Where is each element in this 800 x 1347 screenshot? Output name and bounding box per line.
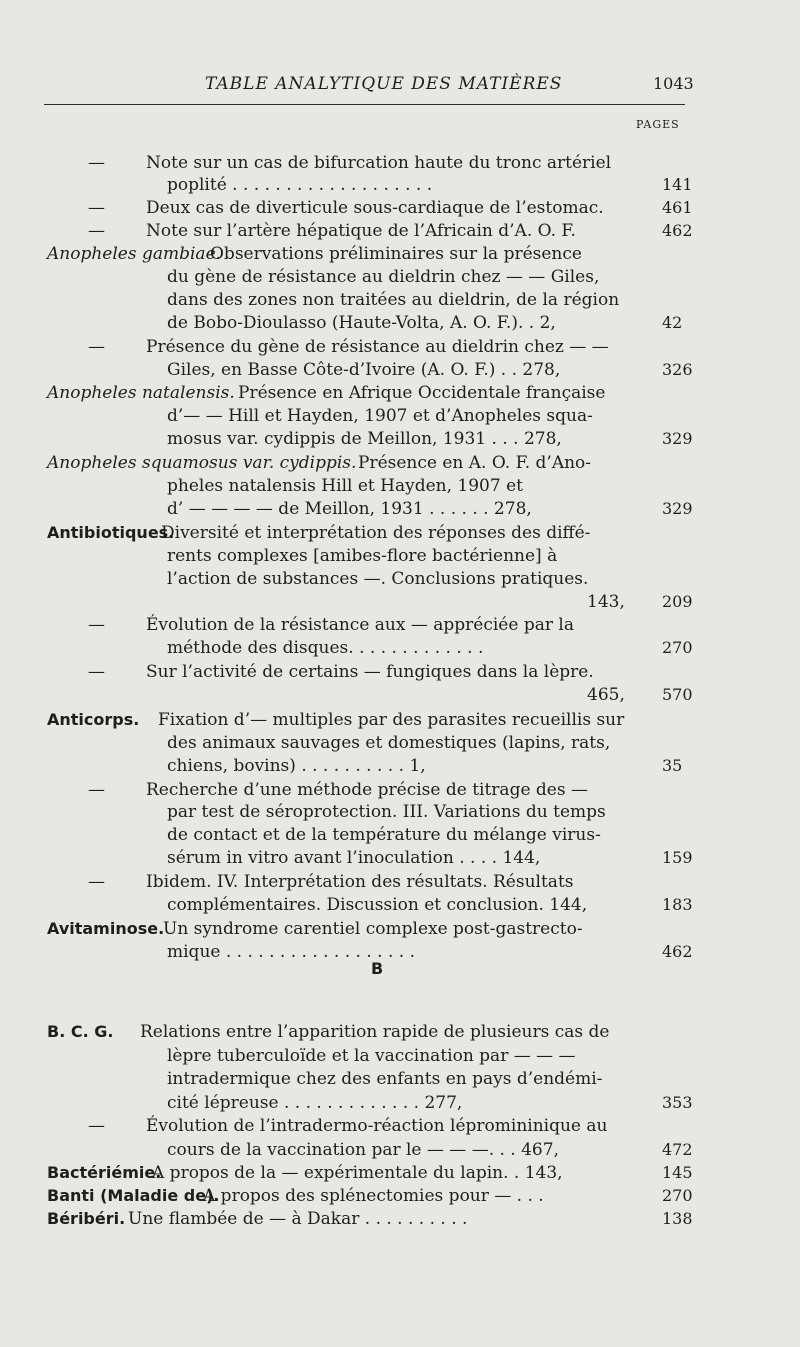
entry-text: mosus var. cydippis de Meillon, 1931 . . . 278, (167, 429, 562, 449)
entry-text: de contact et de la température du mélange virus- (167, 825, 601, 845)
index-line (0, 568, 800, 590)
entry-text: poplité . . . . . . . . . . . . . . . . . . . (167, 175, 433, 195)
page-reference: 462 (662, 942, 693, 961)
page-reference: 570 (662, 685, 693, 704)
page-reference: 183 (662, 895, 693, 914)
entry-text: Giles, en Basse Côte-d’Ivoire (A. O. F.) . . 278, (167, 360, 561, 380)
headword: Bactériémie. (47, 1163, 162, 1182)
headword: Banti (Maladie de). (47, 1186, 220, 1205)
page-reference: 329 (662, 429, 693, 448)
page-reference: 270 (662, 638, 693, 657)
entry-text: Présence du gène de résistance au dieldrin chez — — (146, 337, 609, 357)
running-header-title: TABLE ANALYTIQUE DES MATIÈRES (205, 74, 563, 94)
entry-text: méthode des disques. . . . . . . . . . . . . (167, 638, 484, 658)
index-line (0, 1139, 800, 1161)
ditto-dash: — (88, 221, 105, 241)
index-line (0, 732, 800, 754)
page-reference: 159 (662, 848, 693, 867)
index-line (0, 243, 800, 265)
index-line (0, 847, 800, 869)
entry-text: des animaux sauvages et domestiques (lapins, rats, (167, 733, 611, 753)
index-line (0, 312, 800, 334)
page-reference: 270 (662, 1186, 693, 1205)
page-reference: 326 (662, 360, 693, 379)
index-line (0, 1208, 800, 1230)
entry-text: rents complexes [amibes-flore bactérienne] à (167, 546, 558, 566)
index-line (0, 871, 800, 893)
pages-column-label: PAGES (636, 118, 680, 131)
section-letter: B (371, 959, 384, 978)
page-number: 1043 (653, 74, 694, 93)
index-line (0, 522, 800, 544)
index-line (0, 684, 800, 706)
index-line (0, 152, 800, 174)
index-line (0, 1185, 800, 1207)
entry-text: mique . . . . . . . . . . . . . . . . . . (167, 942, 415, 962)
entry-text: Note sur un cas de bifurcation haute du tronc artériel (146, 153, 612, 173)
page-reference: 35 (662, 756, 683, 775)
headword: Anopheles natalensis. (47, 383, 235, 403)
index-line (0, 197, 800, 219)
index-line (0, 709, 800, 731)
index-line (0, 918, 800, 940)
page-reference: 461 (662, 198, 693, 217)
page-reference: 472 (662, 1140, 693, 1159)
entry-text: Diversité et interprétation des réponses des diffé- (161, 523, 591, 543)
entry-text: Présence en Afrique Occidentale française (238, 383, 606, 403)
entry-text: 143, (587, 592, 625, 612)
headword: Avitaminose. (47, 919, 165, 938)
index-line (0, 637, 800, 659)
entry-text: dans des zones non traitées au dieldrin, de la région (167, 290, 620, 310)
index-line (0, 1045, 800, 1067)
entry-text: A propos des splénectomies pour — . . . (203, 1186, 544, 1206)
index-line (0, 661, 800, 683)
entry-text: cours de la vaccination par le — — —. . . 467, (167, 1140, 559, 1160)
index-line (0, 405, 800, 427)
entry-text: Relations entre l’apparition rapide de plusieurs cas de (140, 1022, 610, 1042)
headword: Anopheles gambiae. (47, 244, 222, 264)
index-line (0, 359, 800, 381)
entry-text: sérum in vitro avant l’inoculation . . . . 144, (167, 848, 541, 868)
ditto-dash: — (88, 337, 105, 357)
entry-text: Sur l’activité de certains — fungiques dans la lèpre. (146, 662, 594, 682)
entry-text: d’ — — — — de Meillon, 1931 . . . . . . 278, (167, 499, 532, 519)
entry-text: intradermique chez des enfants en pays d’endémi- (167, 1069, 603, 1089)
headword: B. C. G. (47, 1022, 114, 1041)
entry-text: pheles natalensis Hill et Hayden, 1907 et (167, 476, 523, 496)
entry-text: Deux cas de diverticule sous-cardiaque de l’estomac. (146, 198, 604, 218)
index-line (0, 545, 800, 567)
index-line (0, 382, 800, 404)
entry-text: l’action de substances —. Conclusions pratiques. (167, 569, 589, 589)
headword: Béribéri. (47, 1209, 126, 1228)
entry-text: chiens, bovins) . . . . . . . . . . 1, (167, 756, 426, 776)
entry-text: de Bobo-Dioulasso (Haute-Volta, A. O. F.). . 2, (167, 313, 556, 333)
entry-text: Une flambée de — à Dakar . . . . . . . . . . (128, 1209, 468, 1229)
index-line (0, 266, 800, 288)
ditto-dash: — (88, 198, 105, 218)
index-line (0, 289, 800, 311)
entry-text: Ibidem. IV. Interprétation des résultats. Résultats (146, 872, 574, 892)
index-line (0, 174, 800, 196)
index-line (0, 1068, 800, 1090)
entry-text: A propos de la — expérimentale du lapin. . 143, (152, 1163, 563, 1183)
entry-text: Observations préliminaires sur la présence (210, 244, 582, 264)
entry-text: 465, (587, 685, 625, 705)
index-line (0, 591, 800, 613)
index-line (0, 614, 800, 636)
page-reference: 138 (662, 1209, 693, 1228)
headword: Anopheles squamosus var. cydippis. (47, 453, 357, 473)
ditto-dash: — (88, 662, 105, 682)
index-line (0, 1115, 800, 1137)
ditto-dash: — (88, 872, 105, 892)
index-line (0, 755, 800, 777)
page-reference: 462 (662, 221, 693, 240)
index-line (0, 824, 800, 846)
page-reference: 329 (662, 499, 693, 518)
index-line (0, 1162, 800, 1184)
page-reference: 141 (662, 175, 693, 194)
page-reference: 353 (662, 1093, 693, 1112)
entry-text: lèpre tuberculoïde et la vaccination par — — — (167, 1046, 576, 1066)
header-rule (44, 104, 685, 105)
entry-text: du gène de résistance au dieldrin chez — — Giles, (167, 267, 600, 287)
ditto-dash: — (88, 153, 105, 173)
page-reference: 209 (662, 592, 693, 611)
entry-text: Évolution de la résistance aux — appréciée par la (146, 615, 574, 635)
ditto-dash: — (88, 780, 105, 800)
headword: Anticorps. (47, 710, 140, 729)
entry-text: Évolution de l’intradermo-réaction lépromininique au (146, 1116, 608, 1136)
entry-text: Présence en A. O. F. d’Ano- (358, 453, 592, 473)
index-line (0, 452, 800, 474)
index-line (0, 498, 800, 520)
entry-text: Un syndrome carentiel complexe post-gastrecto- (163, 919, 583, 939)
index-line (0, 336, 800, 358)
index-line (0, 1021, 800, 1043)
entry-text: Recherche d’une méthode précise de titrage des — (146, 780, 588, 800)
index-line (0, 941, 800, 963)
headword: Antibiotiques. (47, 523, 175, 542)
entry-text: complémentaires. Discussion et conclusion. 144, (167, 895, 588, 915)
index-line (0, 220, 800, 242)
entry-text: d’— — Hill et Hayden, 1907 et d’Anopheles squa- (167, 406, 593, 426)
page-reference: 145 (662, 1163, 693, 1182)
entry-text: Note sur l’artère hépatique de l’Africain d’A. O. F. (146, 221, 576, 241)
index-line (0, 779, 800, 801)
index-line (0, 801, 800, 823)
entry-text: par test de séroprotection. III. Variations du temps (167, 802, 606, 822)
page-reference: 42 (662, 313, 683, 332)
index-line (0, 475, 800, 497)
entry-text: cité lépreuse . . . . . . . . . . . . . 277, (167, 1093, 463, 1113)
index-line (0, 1092, 800, 1114)
ditto-dash: — (88, 1116, 105, 1136)
ditto-dash: — (88, 615, 105, 635)
index-line (0, 428, 800, 450)
index-line (0, 894, 800, 916)
entry-text: Fixation d’— multiples par des parasites recueillis sur (158, 710, 625, 730)
